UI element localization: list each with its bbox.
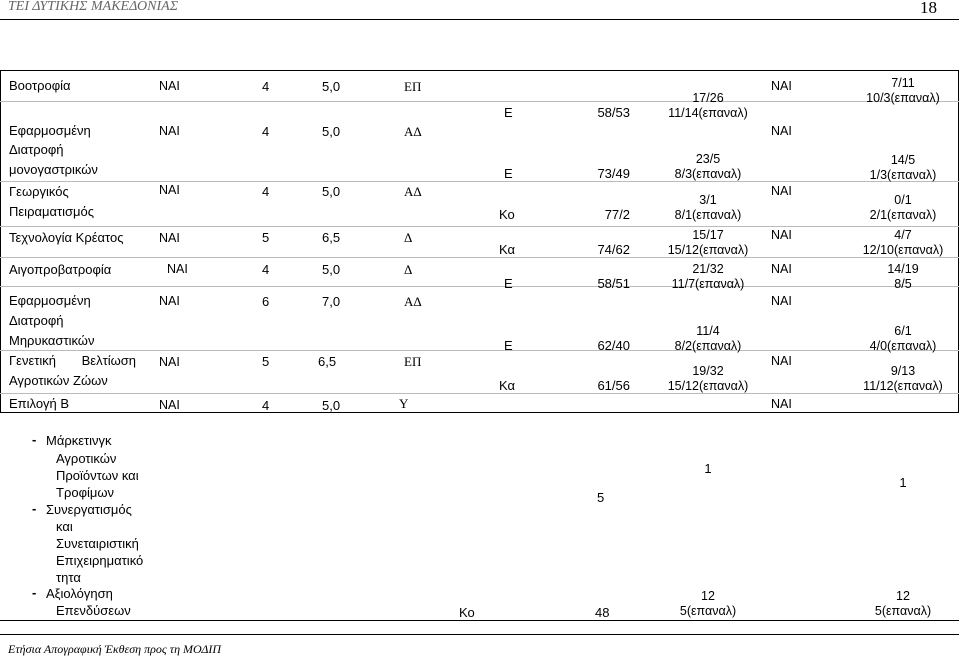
course-name: Επιλογή Β xyxy=(9,396,70,411)
course-name-cont: Μηρυκαστικών xyxy=(9,333,95,348)
nai-cell: ΝΑΙ xyxy=(159,398,180,412)
number-cell: 1 xyxy=(899,475,907,490)
nai-cell: ΝΑΙ xyxy=(159,183,180,197)
course-name: Εφαρμοσμένη xyxy=(9,293,91,308)
page-footer: Ετήσια Απογραφική Έκθεση προς τη ΜΟΔΙΠ xyxy=(8,642,222,656)
type-cell: Ε xyxy=(504,166,513,181)
value-cell: 5,0 xyxy=(322,124,341,139)
nai-cell: ΝΑΙ xyxy=(159,355,180,369)
course-name-cont: Αγροτικών Ζώων xyxy=(9,373,108,388)
course-name-cont: Διατροφή xyxy=(9,313,64,328)
nai-cell: ΝΑΙ xyxy=(771,228,792,242)
ratio-cell: 61/56 xyxy=(597,378,630,393)
date-cell: 4/7 xyxy=(894,228,912,242)
page-number: 18 xyxy=(920,0,937,17)
list-item: Συνεργατισμός xyxy=(46,502,132,517)
course-name: Εφαρμοσμένη xyxy=(9,123,91,138)
list-item: Αξιολόγηση xyxy=(46,586,113,601)
date-cell: 11/4 xyxy=(696,324,720,338)
date-retake-cell: 12/10(επαναλ) xyxy=(862,243,944,257)
nai-cell: ΝΑΙ xyxy=(771,354,792,368)
ratio-cell: 74/62 xyxy=(597,242,630,257)
date-retake-cell: 10/3(επαναλ) xyxy=(866,91,940,105)
code-cell: ΑΔ xyxy=(404,124,422,139)
type-cell: Κα xyxy=(499,378,516,393)
list-item: Αγροτικών xyxy=(56,451,117,466)
row-divider xyxy=(0,393,959,394)
date-retake-cell: 1/3(επαναλ) xyxy=(869,168,937,182)
number-cell: 4 xyxy=(262,79,270,94)
date-cell: 14/19 xyxy=(887,262,919,276)
code-cell: Υ xyxy=(399,396,409,411)
date-cell: 7/11 xyxy=(891,76,915,90)
value-cell: 6,5 xyxy=(318,354,337,369)
date-cell: 3/1 xyxy=(699,193,717,207)
code-cell: ΕΠ xyxy=(404,79,422,94)
number-cell: 4 xyxy=(262,184,270,199)
code-cell: Δ xyxy=(404,230,413,245)
date-retake-cell: 11/14(επαναλ) xyxy=(668,106,748,120)
table-left-border xyxy=(0,70,1,413)
nai-cell: ΝΑΙ xyxy=(771,124,792,138)
nai-cell: ΝΑΙ xyxy=(771,397,792,411)
number-cell: 48 xyxy=(595,605,610,620)
date-retake-cell: 4/0(επαναλ) xyxy=(869,339,937,353)
date-cell: 23/5 xyxy=(695,152,721,166)
date-retake-cell: 2/1(επαναλ) xyxy=(869,208,937,222)
nai-cell: ΝΑΙ xyxy=(159,79,180,93)
nai-cell: ΝΑΙ xyxy=(771,294,792,308)
row-divider xyxy=(0,226,959,227)
number-cell: 5 xyxy=(262,354,270,369)
table-bottom-border xyxy=(0,412,959,413)
date-retake-cell: 8/5 xyxy=(894,277,912,291)
date-retake-cell: 8/3(επαναλ) xyxy=(674,167,742,181)
nai-cell: ΝΑΙ xyxy=(771,184,792,198)
date-cell: 9/13 xyxy=(890,364,916,378)
number-cell: 6 xyxy=(262,294,270,309)
type-cell: Κο xyxy=(499,207,515,222)
list-item: και xyxy=(56,519,73,534)
list-bullet: - xyxy=(32,585,37,600)
nai-cell: ΝΑΙ xyxy=(159,231,180,245)
date-retake-cell: 15/12(επαναλ) xyxy=(667,243,749,257)
type-cell: Ε xyxy=(504,338,513,353)
list-bullet: - xyxy=(32,432,37,447)
value-cell: 5,0 xyxy=(322,398,341,413)
number-cell: 5 xyxy=(262,230,270,245)
course-name: Γεωργικός xyxy=(9,184,69,199)
date-cell: 14/5 xyxy=(890,153,916,167)
date-retake-cell: 8/1(επαναλ) xyxy=(674,208,742,222)
list-item: τητα xyxy=(56,570,81,585)
value-cell: 5,0 xyxy=(322,79,341,94)
value-cell: 7,0 xyxy=(322,294,341,309)
date-retake-cell: 11/7(επαναλ) xyxy=(671,277,745,291)
date-retake-cell: 15/12(επαναλ) xyxy=(667,379,749,393)
list-item: Μάρκετινγκ xyxy=(46,433,112,448)
value-cell: 5,0 xyxy=(322,184,341,199)
code-cell: Δ xyxy=(404,262,413,277)
type-cell: Κο xyxy=(459,605,475,620)
date-retake-cell: 8/2(επαναλ) xyxy=(674,339,742,353)
row-divider xyxy=(0,257,959,258)
ratio-cell: 58/53 xyxy=(597,105,630,120)
number-cell: 4 xyxy=(262,398,270,413)
course-name: Τεχνολογία Κρέατος xyxy=(9,230,124,245)
date-cell: 21/32 xyxy=(692,262,724,276)
type-cell: Κα xyxy=(499,242,516,257)
list-item: Τροφίμων xyxy=(56,485,115,500)
ratio-cell: 73/49 xyxy=(597,166,630,181)
table-top-border xyxy=(0,70,959,71)
date-cell: 17/26 xyxy=(692,91,724,105)
code-cell: ΕΠ xyxy=(404,354,422,369)
value-cell: 5,0 xyxy=(322,262,341,277)
row-divider xyxy=(0,350,959,351)
date-retake-cell: 5(επαναλ) xyxy=(679,604,737,618)
date-cell: 0/1 xyxy=(894,193,912,207)
footer-divider xyxy=(0,634,959,635)
list-item: Συνεταιριστική xyxy=(56,536,139,551)
list-bullet: - xyxy=(32,501,37,516)
course-name: Βοοτροφία xyxy=(9,78,71,93)
number-cell: 5 xyxy=(597,490,605,505)
date-cell: 15/17 xyxy=(692,228,724,242)
list-item: Προϊόντων και xyxy=(56,468,139,483)
list-item: Επιχειρηματικό xyxy=(56,553,144,568)
course-name-cont: Διατροφή xyxy=(9,142,64,157)
code-cell: ΑΔ xyxy=(404,184,422,199)
type-cell: Ε xyxy=(504,105,513,120)
header-title: ΤΕΙ ΔΥΤΙΚΗΣ ΜΑΚΕΔΟΝΙΑΣ xyxy=(8,0,179,14)
course-name-cont: Πειραματισμός xyxy=(9,204,95,219)
number-cell: 4 xyxy=(262,262,270,277)
course-name-cont: μονογαστρικών xyxy=(9,162,98,177)
nai-cell: ΝΑΙ xyxy=(167,262,188,276)
number-cell: 12 xyxy=(896,589,910,603)
row-divider xyxy=(0,181,959,182)
bottom-border xyxy=(0,620,959,621)
nai-cell: ΝΑΙ xyxy=(771,79,792,93)
ratio-cell: 62/40 xyxy=(597,338,630,353)
code-cell: ΑΔ xyxy=(404,294,422,309)
course-name: Αιγοπροβατροφία xyxy=(9,262,112,277)
nai-cell: ΝΑΙ xyxy=(771,262,792,276)
ratio-cell: 58/51 xyxy=(597,276,630,291)
list-item: Επενδύσεων xyxy=(56,603,131,618)
number-cell: 4 xyxy=(262,124,270,139)
value-cell: 6,5 xyxy=(322,230,341,245)
date-retake-cell: 11/12(επαναλ) xyxy=(863,379,943,393)
nai-cell: ΝΑΙ xyxy=(159,124,180,138)
page-header xyxy=(0,0,959,20)
course-name: Γενετική Βελτίωση xyxy=(9,353,137,368)
nai-cell: ΝΑΙ xyxy=(159,294,180,308)
type-cell: Ε xyxy=(504,276,513,291)
row-divider xyxy=(0,286,959,287)
row-divider xyxy=(0,101,959,102)
date-retake-cell: 5(επαναλ) xyxy=(874,604,932,618)
date-cell: 19/32 xyxy=(692,364,724,378)
date-cell: 6/1 xyxy=(894,324,912,338)
number-cell: 1 xyxy=(704,461,712,476)
number-cell: 12 xyxy=(701,589,715,603)
ratio-cell: 77/2 xyxy=(604,207,630,222)
